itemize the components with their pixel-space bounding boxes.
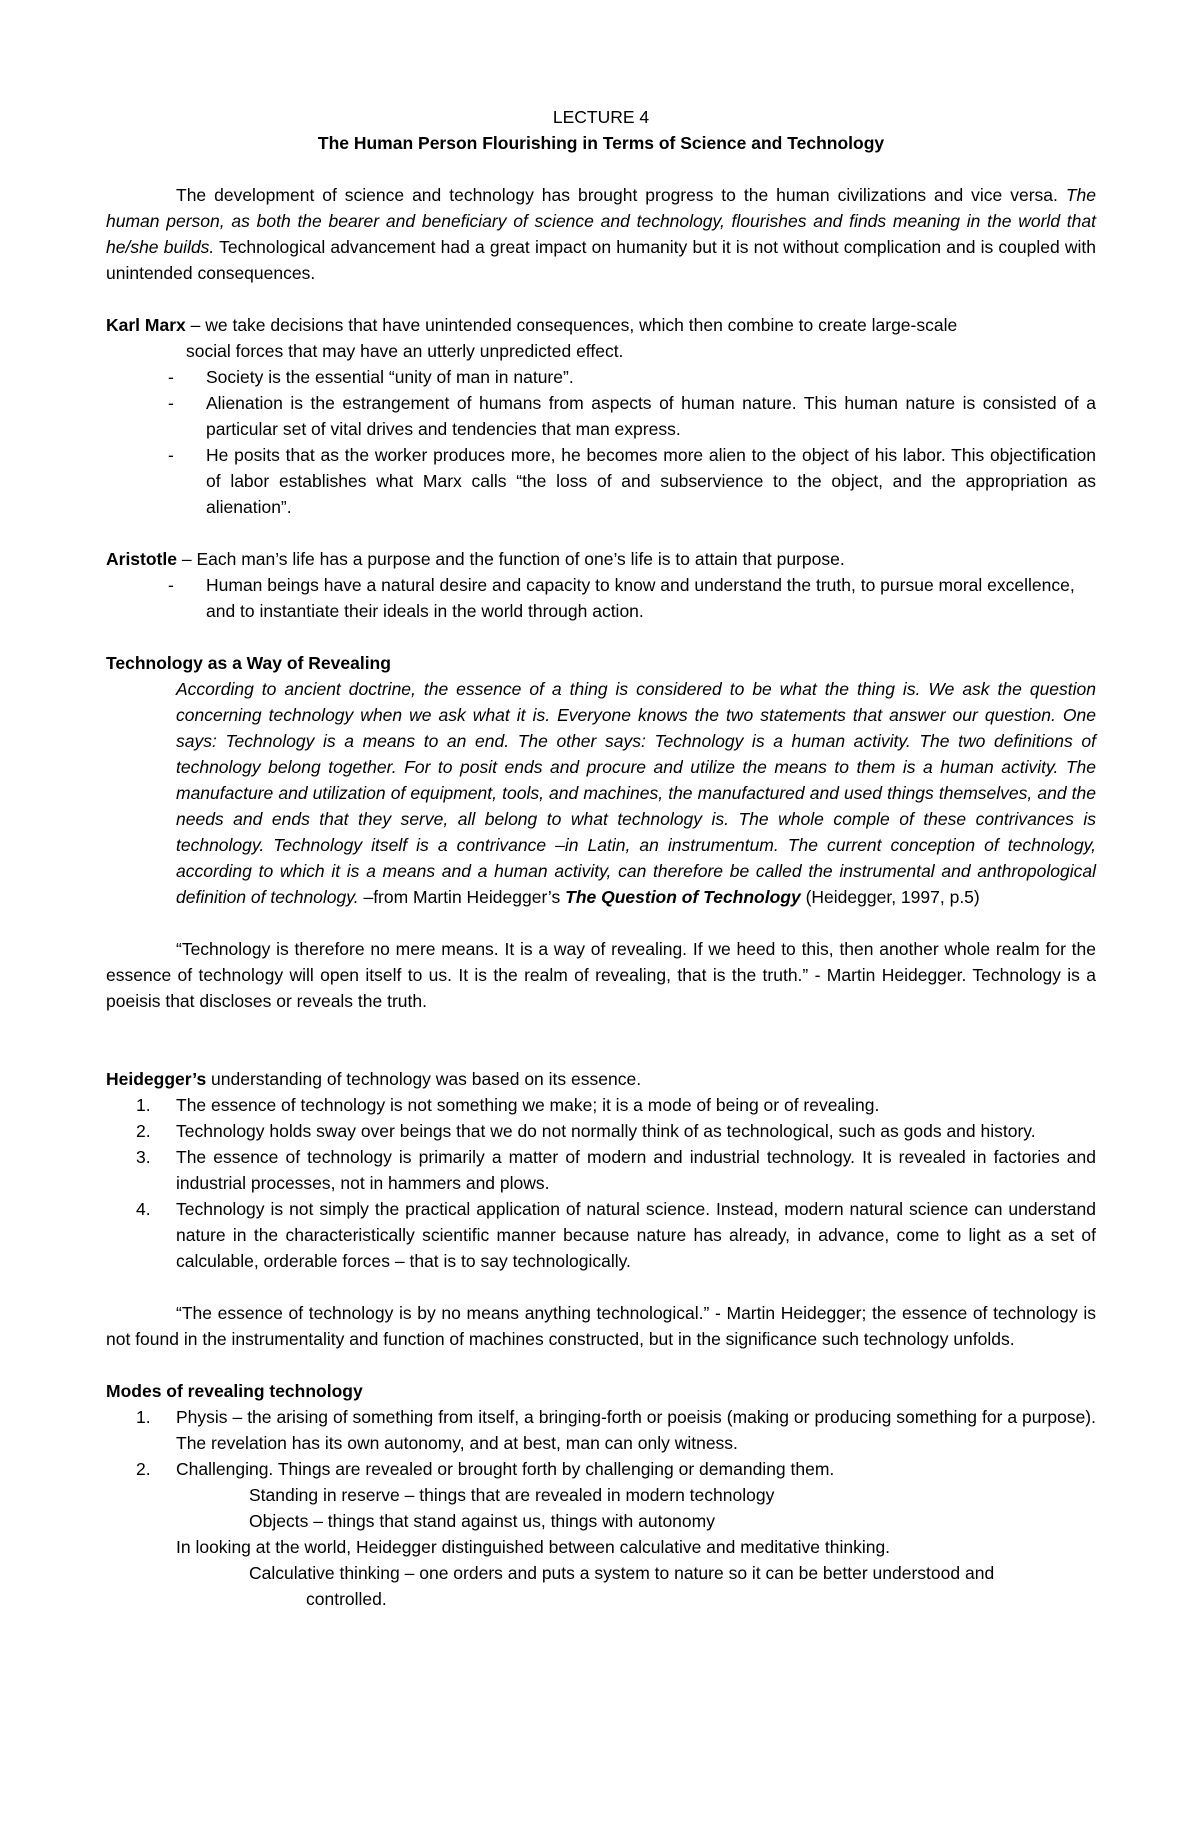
revealing-paragraph: “Technology is therefore no mere means. It is a way of revealing. If we heed to this, then another whole realm for the essence of technology will open itself to us. It is the realm of revealing, that is the truth.” - Martin Heidegger. Technology is a poeisis that discloses or reveals the truth. [106, 939, 1096, 1011]
sub-item-objects: Objects – things that stand against us, things with autonomy [249, 1511, 715, 1531]
list-item: - Human beings have a natural desire and capacity to know and understand the truth, to pursue moral excellence, and to instantiate their ideals in the world through action. [168, 575, 1075, 621]
list-item: - Alienation is the estrangement of humans from aspects of human nature. This human nature is consisted of a particular set of vital drives and tendencies that man express. [168, 393, 1096, 439]
document-page [106, 104, 1096, 1612]
section-heading-modes: Modes of revealing technology [106, 1381, 363, 1401]
heidegger-name: Heidegger’s [106, 1069, 207, 1089]
list-item: 1. The essence of technology is not something we make; it is a mode of being or of revealing. [136, 1095, 880, 1115]
lecture-title: The Human Person Flourishing in Terms of Science and Technology [317, 133, 885, 153]
list-item: - He posits that as the worker produces more, he becomes more alien to the object of his labor. This objectification of labor establishes what Marx calls “the loss of and subservience to the object, and the appropriation as alienation”. [168, 445, 1096, 517]
list-item: 2. Technology holds sway over beings that we do not normally think of as technological, such as gods and history. [136, 1121, 1036, 1141]
aristotle-paragraph: Aristotle – Each man’s life has a purpose and the function of one’s life is to attain that purpose. [106, 549, 845, 569]
list-item: 2. Challenging. Things are revealed or brought forth by challenging or demanding them. [136, 1459, 835, 1479]
lecture-number: LECTURE 4 [552, 107, 650, 127]
calculative-line-2: controlled. [306, 1589, 387, 1609]
aristotle-name: Aristotle [106, 549, 177, 569]
list-item: - Society is the essential “unity of man in nature”. [168, 367, 574, 387]
marx-paragraph: Karl Marx – we take decisions that have unintended consequences, which then combine to create large-scale [106, 315, 958, 335]
marx-continuation: social forces that may have an utterly unpredicted effect. [186, 341, 624, 361]
essence-quote-paragraph: “The essence of technology is by no means anything technological.” - Martin Heidegger; the essence of technology is not found in the instrumentality and function of machines constructed, but in the significance such technology unfolds. [106, 1303, 1096, 1349]
looking-paragraph: In looking at the world, Heidegger distinguished between calculative and meditative thinking. [176, 1537, 891, 1557]
list-item: 3. The essence of technology is primarily a matter of modern and industrial technology. It is revealed in factories and industrial processes, not in hammers and plows. [136, 1147, 1096, 1193]
intro-paragraph: The development of science and technology has brought progress to the human civilizations and vice versa. The human person, as both the bearer and beneficiary of science and technology, flourishes and finds meaning in the world that he/she builds. Technological advancement had a great impact on humanity but it is not without complication and is coupled with unintended consequences. [106, 185, 1096, 283]
heidegger-quote: According to ancient doctrine, the essence of a thing is considered to be what the thing is. We ask the question concerning technology when we ask what it is. Everyone knows the two statements that answer our question. One says: Technology is a means to an end. The other says: Technology is a human activity. The two definitions of technology belong together. For to posit ends and procure and utilize the means to them is a human activity. The manufacture and utilization of equipment, tools, and machines, the manufactured and used things themselves, and the needs and ends that they serve, all belong to what technology is. The whole comple of these contrivances is technology. Technology itself is a contrivance –in Latin, an instrumentum. The current conception of technology, according to which it is a means and a human activity, can therefore be called the instrumental and anthropological definition of technology. –from Martin Heidegger’s The Question of Technology (Heidegger, 1997, p.5) [176, 679, 1096, 907]
section-heading-revealing: Technology as a Way of Revealing [106, 653, 391, 673]
calculative-line-1: Calculative thinking – one orders and puts a system to nature so it can be better understood and [249, 1563, 995, 1583]
sub-item-standing-reserve: Standing in reserve – things that are revealed in modern technology [249, 1485, 775, 1505]
list-item: 1. Physis – the arising of something from itself, a bringing-forth or poeisis (making or producing something for a purpose). The revelation has its own autonomy, and at best, man can only witness. [136, 1407, 1096, 1453]
essence-intro: Heidegger’s understanding of technology was based on its essence. [106, 1069, 642, 1089]
marx-name: Karl Marx [106, 315, 186, 335]
list-item: 4. Technology is not simply the practical application of natural science. Instead, modern natural science can understand nature in the characteristically scientific manner because nature has already, in advance, come to light as a set of calculable, orderable forces – that is to say technologically. [136, 1199, 1096, 1271]
